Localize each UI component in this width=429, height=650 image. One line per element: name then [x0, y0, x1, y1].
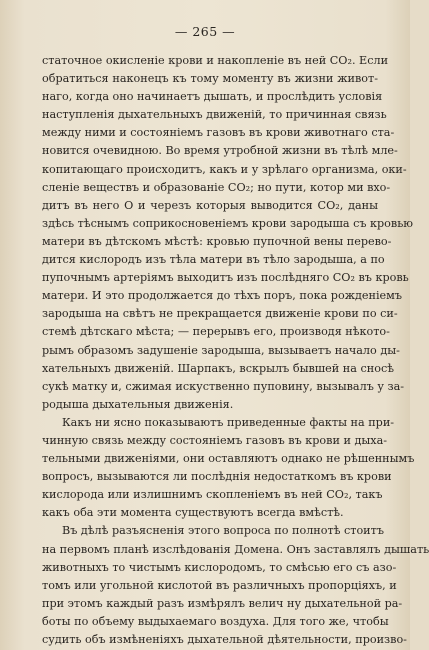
text-line: статочное окисленіе крови и накопленіе въ ней CO₂. Если: [42, 54, 389, 67]
text-line: на первомъ планѣ изслѣдованія Домена. Онъ заставлялъ дышать: [42, 542, 429, 556]
page-body: [42, 52, 429, 649]
text-line: родыша дыхательныя движенія.: [42, 397, 234, 411]
text-line: новится очевидною. Во время утробной жизни въ тѣлѣ мле-: [42, 144, 398, 158]
text-line: здѣсь тѣснымъ соприкосновеніемъ крови зародыша съ кровью: [42, 216, 414, 230]
text-line: чинную связь между состояніемъ газовъ въ крови и дыха-: [42, 433, 388, 447]
text-line: какъ оба эти момента существуютъ всегда вмѣстѣ.: [42, 506, 344, 520]
paragraph-2: [42, 414, 415, 523]
text-line: животныхъ то чистымъ кислородомъ, то смѣсью его съ азо-: [42, 560, 397, 574]
text-line: зародыша на свѣтъ не прекращается движеніе крови по си-: [42, 307, 398, 321]
text-line: дитъ въ него O и черезъ которыя выводится CO₂, даны: [42, 198, 378, 212]
text-line: Какъ ни ясно показываютъ приведенные факты на при-: [62, 415, 395, 429]
text-line: судить объ измѣненіяхъ дыхательной дѣятельности, произво-: [42, 633, 407, 646]
text-line: копитающаго происходитъ, какъ и у зрѣлаго организма, оки-: [42, 162, 407, 176]
text-line: между ними и состояніемъ газовъ въ крови животнаго ста-: [42, 126, 395, 140]
page-number: — 265 —: [174, 24, 236, 39]
text-line: при этомъ каждый разъ измѣрялъ велич ну дыхательной ра-: [42, 596, 403, 610]
paragraph-3: [42, 522, 429, 649]
text-line: матери. И это продолжается до тѣхъ поръ, пока рожденіемъ: [42, 289, 402, 303]
text-line: сленіе веществъ и образованіе CO₂; но пути, котор ми вхо-: [42, 180, 391, 194]
text-line: пупочнымъ артеріямъ выходитъ изъ послѣдняго CO₂ въ кровь: [42, 271, 409, 285]
text-line: стемѣ дѣтскаго мѣста; — перерывъ его, производя нѣкото-: [42, 325, 390, 339]
text-line: сукѣ матку и, сжимая искуственно пуповину, вызывалъ у за-: [42, 379, 405, 393]
text-line: тельными движеніями, они оставляютъ однако не рѣшеннымъ: [42, 452, 415, 466]
text-line: наго, когда оно начинаетъ дышать, и прослѣдить условія: [42, 90, 383, 104]
text-line: дится кислородъ изъ тѣла матери въ тѣло зародыша, а по: [42, 253, 385, 267]
text-line: матери въ дѣтскомъ мѣстѣ: кровью пупочной вены перево-: [42, 234, 392, 248]
text-line: обратиться наконецъ къ тому моменту въ жизни живот-: [42, 72, 378, 86]
paragraph-1: [42, 52, 414, 414]
text-line: наступленія дыхательныхъ движеній, то причинная связь: [42, 108, 387, 122]
text-line: вопросъ, вызываются ли послѣднія недостаткомъ въ крови: [42, 470, 392, 484]
text-line: Въ дѣлѣ разъясненія этого вопроса по полнотѣ стоитъ: [62, 524, 384, 538]
text-line: кислорода или излишнимъ скопленіемъ въ ней CO₂, такъ: [42, 488, 383, 502]
text-line: боты по объему выдыхаемаго воздуха. Для того же, чтобы: [42, 614, 389, 628]
text-line: хательныхъ движеній. Шарпакъ, вскрылъ бывшей на сносѣ: [42, 361, 394, 375]
text-line: рымъ образомъ задушеніе зародыша, вызываетъ начало ды-: [42, 343, 400, 357]
text-line: томъ или угольной кислотой въ различныхъ пропорціяхъ, и: [42, 578, 397, 592]
